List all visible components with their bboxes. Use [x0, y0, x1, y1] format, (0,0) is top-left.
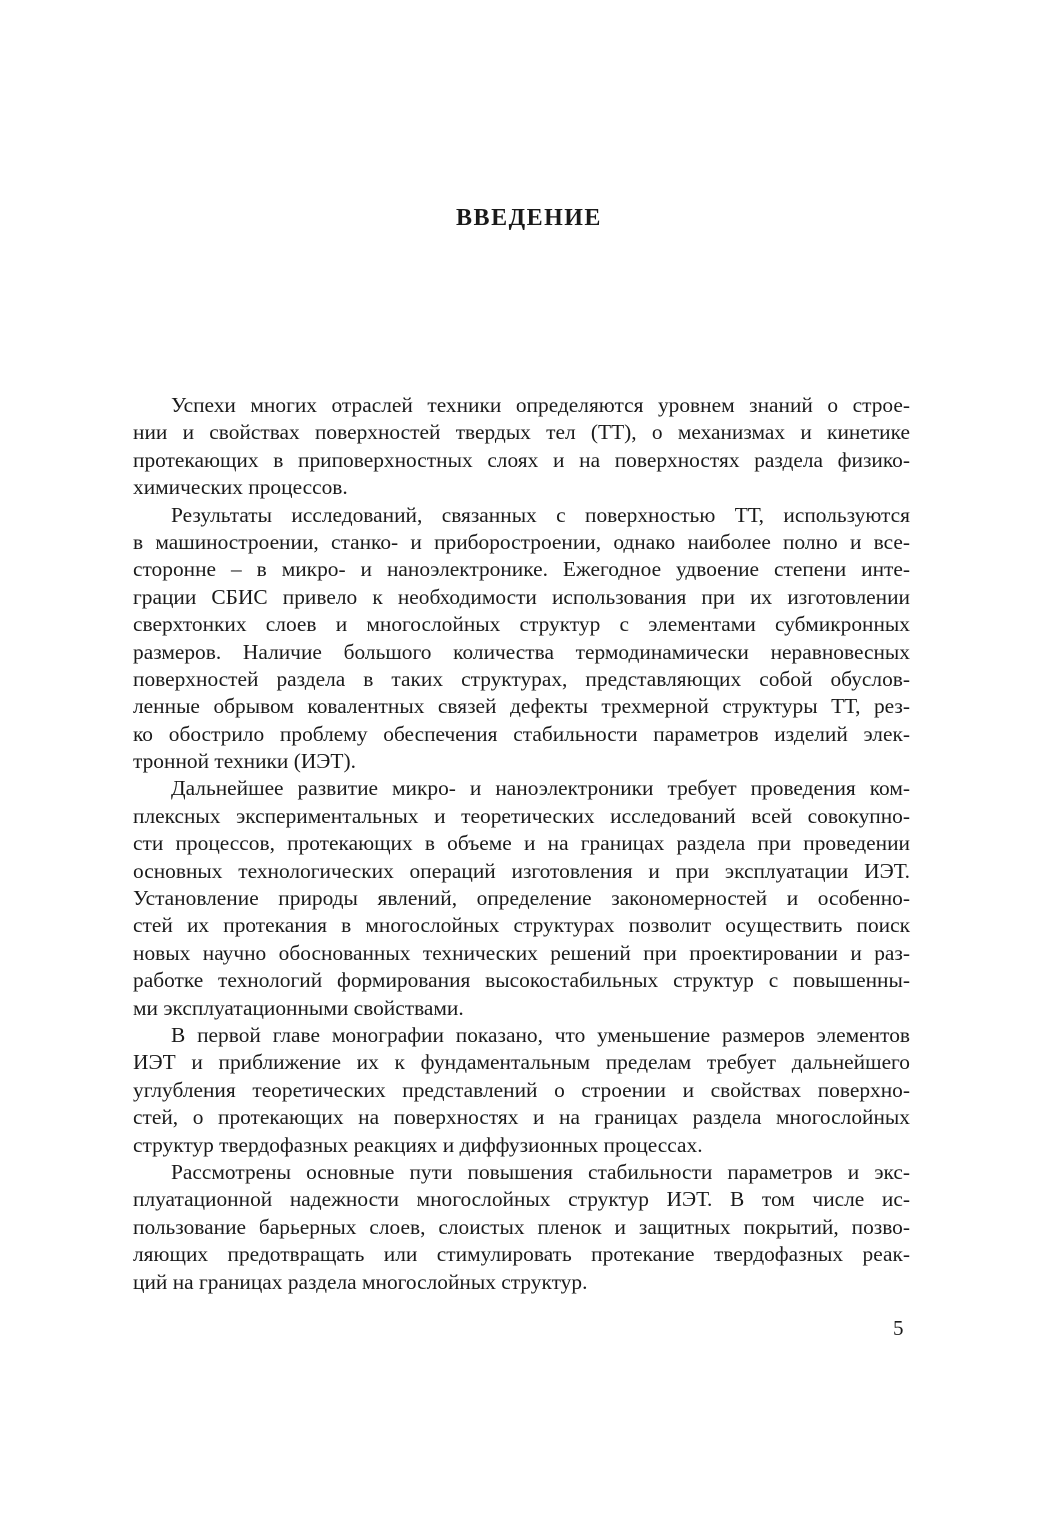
paragraph: [133, 775, 910, 1022]
paragraph: [133, 502, 910, 776]
text-line: ко обострило проблему обеспечения стабильности параметров изделий элек-: [133, 721, 910, 746]
text-line: протекающих в приповерхностных слоях и на поверхностях раздела физико-: [133, 447, 910, 472]
text-line: углубления теоретических представлений о строении и свойствах поверхно-: [133, 1077, 910, 1102]
page-number: 5: [893, 1316, 904, 1340]
text-line: сверхтонких слоев и многослойных структур с элементами субмикронных: [133, 612, 910, 637]
text-line: в машиностроении, станко- и приборостроении, однако наиболее полно и все-: [133, 529, 910, 554]
text-line: тронной техники (ИЭТ).: [133, 749, 356, 774]
text-line: сти процессов, протекающих в объеме и на границах раздела при проведении: [133, 831, 910, 856]
text-line: В первой главе монографии показано, что уменьшение размеров элементов: [171, 1022, 910, 1047]
text-line: структур твердофазных реакциях и диффузионных процессах.: [133, 1132, 703, 1157]
text-line: поверхностей раздела в таких структурах, представляющих собой обуслов-: [133, 666, 910, 691]
text-line: основных технологических операций изготовления и при эксплуатации ИЭТ.: [133, 858, 910, 883]
text-line: плуатационной надежности многослойных структур ИЭТ. В том числе ис-: [133, 1187, 910, 1212]
text-line: Успехи многих отраслей техники определяются уровнем знаний о строе-: [171, 393, 910, 417]
text-line: работке технологий формирования высокостабильных структур с повышенны-: [133, 968, 910, 993]
text-line: стей их протекания в многослойных структурах позволит осуществить поиск: [133, 913, 910, 938]
text-line: Дальнейшее развитие микро- и наноэлектроники требует проведения ком-: [171, 776, 910, 801]
text-line: сторонне – в микро- и наноэлектронике. Ежегодное удвоение степени инте-: [133, 557, 910, 582]
text-line: плексных экспериментальных и теоретических исследований всей совокупно-: [133, 803, 910, 828]
paragraph: [133, 1022, 910, 1159]
text-line: Установление природы явлений, определение закономерностей и особенно-: [133, 886, 910, 911]
text-line: пользование барьерных слоев, слоистых пленок и защитных покрытий, позво-: [133, 1214, 910, 1239]
text-line: химических процессов.: [133, 475, 348, 500]
text-line: ций на границах раздела многослойных структур.: [133, 1269, 588, 1294]
text-line: стей, о протекающих на поверхностях и на границах раздела многослойных: [133, 1105, 910, 1130]
text-line: Рассмотрены основные пути повышения стабильности параметров и экс-: [171, 1159, 910, 1184]
text-line: ляющих предотвращать или стимулировать протекание твердофазных реак-: [133, 1242, 910, 1267]
text-line: ИЭТ и приближение их к фундаментальным пределам требует дальнейшего: [133, 1050, 910, 1075]
text-line: новых научно обоснованных технических решений при проектировании и раз-: [133, 940, 910, 965]
page-title: ВВЕДЕНИЕ: [456, 205, 602, 231]
paragraph: [133, 1159, 910, 1296]
text-line: размеров. Наличие большого количества термодинамически неравновесных: [133, 639, 910, 664]
text-line: Результаты исследований, связанных с поверхностью ТТ, используются: [171, 502, 910, 527]
text-line: нии и свойствах поверхностей твердых тел (ТТ), о механизмах и кинетике: [133, 420, 910, 445]
text-line: ми эксплуатационными свойствами.: [133, 995, 464, 1020]
text-line: грации СБИС привело к необходимости использования при их изготовлении: [133, 584, 910, 609]
paragraph: [133, 392, 910, 502]
text-line: ленные обрывом ковалентных связей дефекты трехмерной структуры ТТ, рез-: [133, 694, 910, 719]
body-text: [133, 392, 910, 1296]
